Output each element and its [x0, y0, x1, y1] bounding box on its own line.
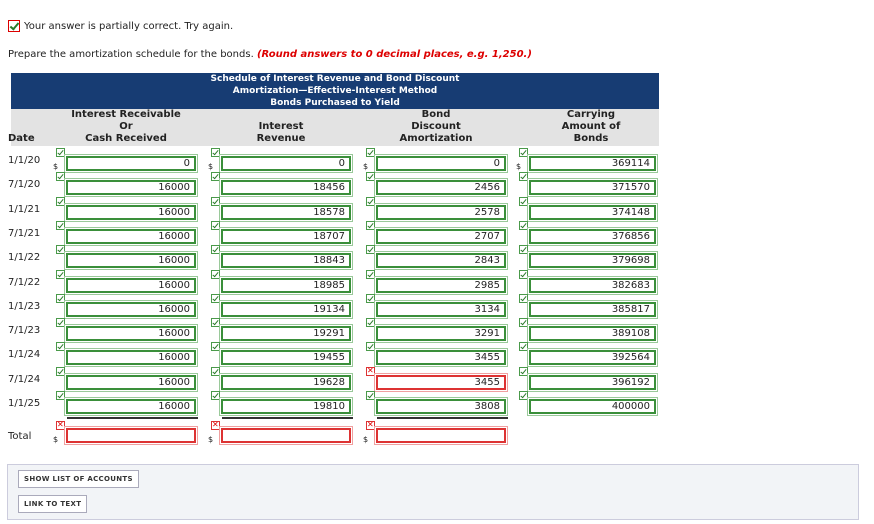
header-amort-line-3: Amortization: [399, 133, 473, 144]
header-revenue-line-1: Interest: [258, 121, 304, 132]
discount-amortization-input[interactable]: 2707: [376, 229, 506, 244]
row-date: 1/1/23: [8, 300, 41, 312]
correct-check-icon: [519, 391, 528, 400]
interest-revenue-input[interactable]: 18456: [221, 180, 351, 195]
correct-check-icon: [211, 197, 220, 206]
interest-revenue-input[interactable]: 18578: [221, 205, 351, 220]
cash-received-input[interactable]: 16000: [66, 278, 196, 293]
row-date: 7/1/24: [8, 373, 41, 385]
discount-amortization-input[interactable]: 3291: [376, 326, 506, 341]
header-carrying-line-1: Carrying: [566, 109, 616, 120]
correct-check-icon: [519, 342, 528, 351]
row-date: 1/1/22: [8, 252, 41, 264]
interest-revenue-input[interactable]: 19810: [221, 399, 351, 414]
total-rule-amort: [377, 417, 508, 419]
partial-check-icon: [8, 20, 20, 32]
total-amort-input[interactable]: [376, 428, 506, 443]
interest-revenue-input[interactable]: 0: [221, 156, 351, 171]
header-cash-line-1: Interest Receivable: [71, 109, 181, 120]
dollar-sign: $: [516, 162, 522, 171]
discount-amortization-input[interactable]: 0: [376, 156, 506, 171]
row-date: 7/1/23: [8, 325, 41, 337]
correct-check-icon: [56, 391, 65, 400]
total-revenue-incorrect-icon: [211, 421, 220, 430]
schedule-title-line-2: Amortization—Effective-Interest Method: [232, 86, 438, 96]
header-amort-line-1: Bond: [421, 109, 451, 120]
header-carrying-line-2: Amount of: [561, 121, 621, 132]
correct-check-icon: [211, 148, 220, 157]
correct-check-icon: [366, 318, 375, 327]
correct-check-icon: [211, 270, 220, 279]
header-revenue-line-2: Revenue: [256, 133, 306, 144]
rounding-note: (Round answers to 0 decimal places, e.g. 1,250.): [256, 49, 532, 60]
total-rule-revenue: [222, 417, 353, 419]
correct-check-icon: [56, 148, 65, 157]
interest-revenue-input[interactable]: 19134: [221, 302, 351, 317]
interest-revenue-input[interactable]: 19455: [221, 350, 351, 365]
discount-amortization-input[interactable]: 2985: [376, 278, 506, 293]
carrying-amount-input[interactable]: 396192: [529, 375, 656, 390]
correct-check-icon: [366, 197, 375, 206]
correct-check-icon: [211, 391, 220, 400]
carrying-amount-input[interactable]: 385817: [529, 302, 656, 317]
correct-check-icon: [519, 367, 528, 376]
cash-received-input[interactable]: 16000: [66, 205, 196, 220]
correct-check-icon: [366, 391, 375, 400]
cash-received-input[interactable]: 16000: [66, 253, 196, 268]
header-carrying-amount: [516, 109, 666, 145]
carrying-amount-input[interactable]: 376856: [529, 229, 656, 244]
correct-check-icon: [366, 294, 375, 303]
row-date: 1/1/20: [8, 155, 41, 166]
row-date: 7/1/21: [8, 227, 41, 239]
carrying-amount-input[interactable]: 371570: [529, 180, 656, 195]
header-carrying-line-3: Bonds: [573, 133, 609, 144]
carrying-amount-input[interactable]: 369114: [529, 156, 656, 171]
discount-amortization-input[interactable]: 3808: [376, 399, 506, 414]
correct-check-icon: [56, 270, 65, 279]
cash-received-input[interactable]: 16000: [66, 375, 196, 390]
total-rule-cash: [67, 417, 198, 419]
incorrect-icon: [366, 367, 375, 376]
cash-received-input[interactable]: 0: [66, 156, 196, 171]
instruction: [8, 49, 532, 60]
instruction-text: Prepare the amortization schedule for the bonds.: [8, 49, 254, 60]
correct-check-icon: [366, 245, 375, 254]
cash-received-input[interactable]: 16000: [66, 302, 196, 317]
discount-amortization-input[interactable]: 2456: [376, 180, 506, 195]
show-list-of-accounts-button[interactable]: SHOW LIST OF ACCOUNTS: [18, 470, 139, 488]
correct-check-icon: [211, 172, 220, 181]
correct-check-icon: [56, 294, 65, 303]
row-date: 1/1/25: [8, 398, 41, 409]
total-cash-incorrect-icon: [56, 421, 65, 430]
discount-amortization-input[interactable]: 2578: [376, 205, 506, 220]
correct-check-icon: [366, 221, 375, 230]
cash-received-input[interactable]: 16000: [66, 399, 196, 414]
header-interest-revenue: [206, 121, 356, 145]
correct-check-icon: [56, 342, 65, 351]
interest-revenue-input[interactable]: 19628: [221, 375, 351, 390]
correct-check-icon: [211, 367, 220, 376]
carrying-amount-input[interactable]: 379698: [529, 253, 656, 268]
dollar-sign: $: [363, 162, 369, 171]
interest-revenue-input[interactable]: 18985: [221, 278, 351, 293]
correct-check-icon: [519, 294, 528, 303]
header-amort-line-2: Discount: [411, 121, 461, 132]
dollar-sign: $: [208, 162, 214, 171]
correct-check-icon: [366, 148, 375, 157]
schedule-title-line-1: Schedule of Interest Revenue and Bond Discount: [210, 74, 460, 84]
header-cash-received: [51, 109, 201, 145]
interest-revenue-input[interactable]: 19291: [221, 326, 351, 341]
correct-check-icon: [519, 318, 528, 327]
feedback-message: [8, 20, 233, 32]
correct-check-icon: [211, 318, 220, 327]
correct-check-icon: [519, 197, 528, 206]
correct-check-icon: [366, 172, 375, 181]
discount-amortization-input[interactable]: 3455: [376, 350, 506, 365]
header-date: Date: [8, 133, 35, 144]
interest-revenue-input[interactable]: 18707: [221, 229, 351, 244]
header-cash-line-3: Cash Received: [85, 133, 167, 144]
correct-check-icon: [519, 270, 528, 279]
carrying-amount-input[interactable]: 400000: [529, 399, 656, 414]
cash-received-input[interactable]: 16000: [66, 229, 196, 244]
carrying-amount-input[interactable]: 374148: [529, 205, 656, 220]
total-label: Total: [8, 431, 32, 442]
correct-check-icon: [211, 245, 220, 254]
correct-check-icon: [519, 172, 528, 181]
schedule-title: [11, 73, 659, 109]
correct-check-icon: [211, 221, 220, 230]
correct-check-icon: [211, 294, 220, 303]
schedule-title-line-3: Bonds Purchased to Yield: [270, 98, 400, 108]
cash-received-input[interactable]: 16000: [66, 350, 196, 365]
cash-received-input[interactable]: 16000: [66, 326, 196, 341]
correct-check-icon: [519, 148, 528, 157]
feedback-text: Your answer is partially correct. Try again.: [24, 20, 234, 32]
cash-received-input[interactable]: 16000: [66, 180, 196, 195]
action-panel: [7, 464, 859, 520]
correct-check-icon: [519, 221, 528, 230]
correct-check-icon: [56, 245, 65, 254]
column-headers: [8, 109, 659, 146]
total-revenue-input[interactable]: [221, 428, 351, 443]
total-revenue-dollar: $: [208, 435, 214, 444]
correct-check-icon: [56, 172, 65, 181]
correct-check-icon: [211, 342, 220, 351]
total-cash-input[interactable]: [66, 428, 196, 443]
row-date: 1/1/24: [8, 349, 41, 361]
total-cash-dollar: $: [53, 435, 59, 444]
correct-check-icon: [56, 367, 65, 376]
link-to-text-button[interactable]: LINK TO TEXT: [18, 495, 87, 513]
correct-check-icon: [56, 318, 65, 327]
total-amort-dollar: $: [363, 435, 369, 444]
row-date: 7/1/22: [8, 276, 41, 288]
dollar-sign: $: [53, 162, 59, 171]
correct-check-icon: [56, 221, 65, 230]
discount-amortization-input[interactable]: 2843: [376, 253, 506, 268]
carrying-amount-input[interactable]: 382683: [529, 278, 656, 293]
carrying-amount-input[interactable]: 392564: [529, 350, 656, 365]
header-discount-amortization: [361, 109, 511, 145]
header-cash-line-2: Or: [119, 121, 133, 132]
discount-amortization-input[interactable]: 3134: [376, 302, 506, 317]
discount-amortization-input[interactable]: 3455: [376, 375, 506, 390]
correct-check-icon: [366, 270, 375, 279]
row-date: 7/1/20: [8, 179, 41, 191]
correct-check-icon: [519, 245, 528, 254]
correct-check-icon: [56, 197, 65, 206]
correct-check-icon: [366, 342, 375, 351]
row-date: 1/1/21: [8, 203, 41, 215]
interest-revenue-input[interactable]: 18843: [221, 253, 351, 268]
total-amort-incorrect-icon: [366, 421, 375, 430]
carrying-amount-input[interactable]: 389108: [529, 326, 656, 341]
